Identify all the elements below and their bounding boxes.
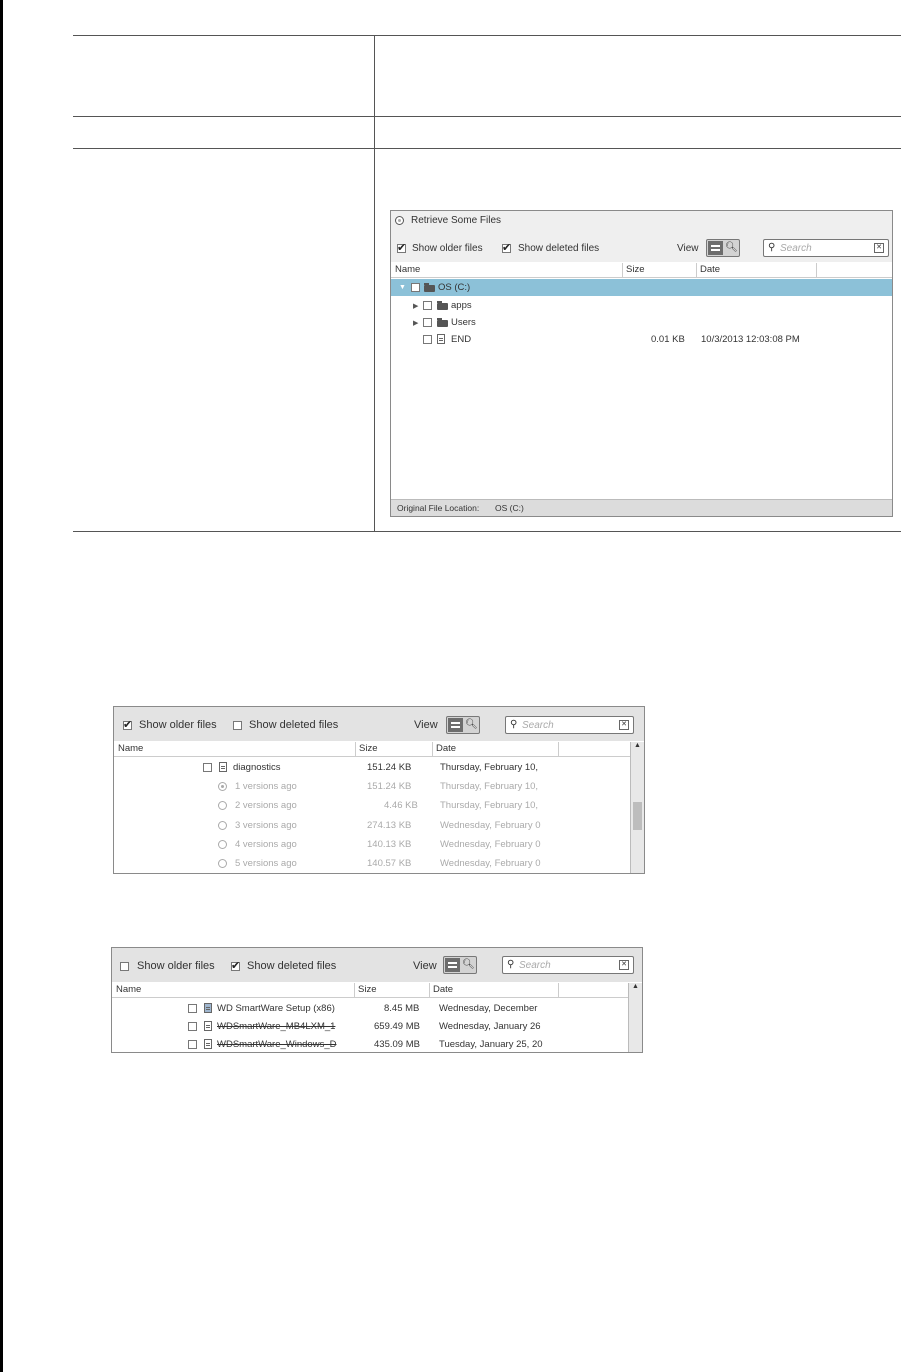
- version-size: 140.57 KB: [367, 858, 412, 869]
- version-radio[interactable]: [218, 821, 227, 830]
- search-icon: ⚲: [507, 959, 515, 970]
- search-input[interactable]: [502, 956, 634, 974]
- expand-arrow-icon[interactable]: ▶: [413, 303, 419, 310]
- view-label: View: [413, 960, 437, 972]
- column-size[interactable]: Size: [626, 264, 645, 275]
- clear-search-icon[interactable]: ✕: [619, 720, 629, 730]
- show-deleted-files-checkbox[interactable]: [231, 962, 240, 971]
- row-checkbox[interactable]: [423, 301, 432, 310]
- list-view-icon[interactable]: [445, 958, 460, 972]
- version-name: 1 versions ago: [235, 781, 297, 792]
- file-icon: [437, 334, 445, 344]
- scroll-thumb[interactable]: [633, 802, 642, 830]
- view-toggle[interactable]: [706, 239, 740, 257]
- version-date: Wednesday, February 0: [440, 858, 541, 869]
- search-input[interactable]: [505, 716, 634, 734]
- row-name: diagnostics: [233, 762, 281, 773]
- version-size: 274.13 KB: [367, 820, 412, 831]
- table-bottom-rule: [73, 531, 901, 532]
- folder-icon: [437, 320, 448, 327]
- version-name: 4 versions ago: [235, 839, 297, 850]
- row-date: Thursday, February 10,: [440, 762, 539, 773]
- column-date[interactable]: Date: [700, 264, 721, 275]
- tree-row-apps[interactable]: [391, 297, 892, 314]
- view-toggle[interactable]: [443, 956, 477, 974]
- vertical-scrollbar[interactable]: [628, 983, 642, 1052]
- row-name: Users: [451, 317, 476, 328]
- list-view-icon[interactable]: [708, 241, 723, 255]
- table-top-rule: [73, 35, 901, 36]
- row-name: WD SmartWare Setup (x86): [217, 1003, 335, 1014]
- clear-search-icon[interactable]: ✕: [619, 960, 629, 970]
- version-name: 2 versions ago: [235, 800, 297, 811]
- row-size: 659.49 MB: [374, 1021, 420, 1032]
- file-icon: [204, 1039, 212, 1049]
- version-size: 4.46 KB: [384, 800, 418, 811]
- version-date: Thursday, February 10,: [440, 781, 539, 792]
- row-checkbox[interactable]: [423, 335, 432, 344]
- view-toggle[interactable]: [446, 716, 480, 734]
- table-row-rule-1: [73, 116, 901, 117]
- row-date: Tuesday, January 25, 20: [439, 1039, 543, 1050]
- row-checkbox[interactable]: [411, 283, 420, 292]
- tree-row-end[interactable]: [391, 331, 892, 348]
- version-row[interactable]: [114, 817, 630, 834]
- row-size: 151.24 KB: [367, 762, 412, 773]
- version-name: 3 versions ago: [235, 820, 297, 831]
- version-size: 140.13 KB: [367, 839, 412, 850]
- show-older-files-checkbox[interactable]: [123, 721, 132, 730]
- row-checkbox[interactable]: [423, 318, 432, 327]
- retrieve-some-files-label: Retrieve Some Files: [411, 215, 502, 226]
- original-location-label: Original File Location:: [397, 503, 480, 513]
- search-placeholder: Search: [519, 960, 551, 971]
- row-size: 8.45 MB: [384, 1003, 420, 1014]
- column-name[interactable]: Name: [395, 264, 421, 275]
- show-deleted-files-label: Show deleted files: [247, 960, 337, 972]
- version-row[interactable]: [114, 778, 630, 795]
- version-row[interactable]: [114, 836, 630, 853]
- older-versions-panel: [113, 706, 645, 874]
- deleted-file-row[interactable]: [112, 1036, 628, 1053]
- view-label: View: [414, 719, 438, 731]
- search-icon: ⚲: [768, 242, 776, 253]
- show-older-files-label: Show older files: [412, 243, 483, 254]
- column-date[interactable]: Date: [433, 984, 454, 995]
- search-icon: ⚲: [510, 719, 518, 730]
- show-older-files-checkbox[interactable]: [397, 244, 406, 253]
- scroll-up-arrow-icon[interactable]: ▲: [634, 742, 641, 749]
- version-date: Thursday, February 10,: [440, 800, 539, 811]
- search-view-icon[interactable]: 🔍︎: [725, 242, 738, 253]
- version-radio[interactable]: [218, 840, 227, 849]
- column-header: [112, 983, 628, 998]
- tree-row-os-c[interactable]: [391, 279, 892, 296]
- version-date: Wednesday, February 0: [440, 820, 541, 831]
- scroll-up-arrow-icon[interactable]: ▲: [632, 983, 639, 990]
- column-date[interactable]: Date: [436, 743, 457, 754]
- view-label: View: [677, 243, 699, 254]
- row-checkbox[interactable]: [203, 763, 212, 772]
- deleted-file-row[interactable]: [112, 1018, 628, 1035]
- column-size[interactable]: Size: [358, 984, 377, 995]
- version-radio[interactable]: [218, 859, 227, 868]
- show-older-files-label: Show older files: [139, 719, 217, 731]
- row-name: WDSmartWare_MB4LXM_1: [217, 1021, 336, 1032]
- show-deleted-files-checkbox[interactable]: [233, 721, 242, 730]
- table-column-divider: [374, 35, 375, 532]
- search-input[interactable]: [763, 239, 889, 257]
- column-header: [114, 742, 630, 757]
- row-size: 435.09 MB: [374, 1039, 420, 1050]
- column-header: [391, 263, 892, 278]
- vertical-scrollbar[interactable]: [630, 742, 644, 873]
- list-view-icon[interactable]: [448, 718, 463, 732]
- expand-arrow-icon[interactable]: ▶: [413, 320, 419, 327]
- clear-search-icon[interactable]: ✕: [874, 243, 884, 253]
- retrieve-some-files-radio[interactable]: [395, 216, 404, 225]
- column-size[interactable]: Size: [359, 743, 378, 754]
- file-icon: [219, 762, 227, 772]
- row-date: 10/3/2013 12:03:08 PM: [701, 334, 800, 345]
- row-name: OS (C:): [438, 282, 471, 293]
- show-deleted-files-label: Show deleted files: [518, 243, 600, 254]
- search-view-icon[interactable]: 🔍︎: [465, 719, 478, 730]
- retrieve-files-panel: [390, 210, 893, 517]
- search-placeholder: Search: [780, 243, 812, 254]
- show-older-files-checkbox[interactable]: [120, 962, 129, 971]
- row-checkbox[interactable]: [188, 1004, 197, 1013]
- show-deleted-files-label: Show deleted files: [249, 719, 339, 731]
- row-size: 0.01 KB: [651, 334, 685, 345]
- status-bar: [391, 499, 892, 516]
- file-icon: [204, 1021, 212, 1031]
- table-row-rule-2: [73, 148, 901, 149]
- row-date: Wednesday, December: [439, 1003, 538, 1014]
- version-name: 5 versions ago: [235, 858, 297, 869]
- show-older-files-label: Show older files: [137, 960, 215, 972]
- row-name: WDSmartWare_Windows_D: [217, 1039, 337, 1050]
- expand-arrow-icon[interactable]: ▼: [399, 284, 406, 291]
- row-name: END: [451, 334, 472, 345]
- version-row[interactable]: [114, 797, 630, 814]
- row-checkbox[interactable]: [188, 1040, 197, 1049]
- row-checkbox[interactable]: [188, 1022, 197, 1031]
- row-name: apps: [451, 300, 472, 311]
- show-deleted-files-checkbox[interactable]: [502, 244, 511, 253]
- version-radio[interactable]: [218, 782, 227, 791]
- search-placeholder: Search: [522, 720, 554, 731]
- setup-file-icon: [204, 1003, 212, 1013]
- search-view-icon[interactable]: 🔍︎: [462, 959, 475, 970]
- version-date: Wednesday, February 0: [440, 839, 541, 850]
- file-row[interactable]: [112, 1000, 628, 1017]
- original-location-value: OS (C:): [495, 503, 524, 513]
- row-date: Wednesday, January 26: [439, 1021, 541, 1032]
- column-name[interactable]: Name: [116, 984, 142, 995]
- version-row[interactable]: [114, 855, 630, 872]
- version-radio[interactable]: [218, 801, 227, 810]
- deleted-files-panel: [111, 947, 643, 1053]
- page-edge-bar: [0, 0, 3, 1372]
- column-name[interactable]: Name: [118, 743, 144, 754]
- folder-icon: [437, 303, 448, 310]
- version-size: 151.24 KB: [367, 781, 412, 792]
- folder-icon: [424, 285, 435, 292]
- file-row-diagnostics[interactable]: [114, 759, 630, 776]
- tree-row-users[interactable]: [391, 314, 892, 331]
